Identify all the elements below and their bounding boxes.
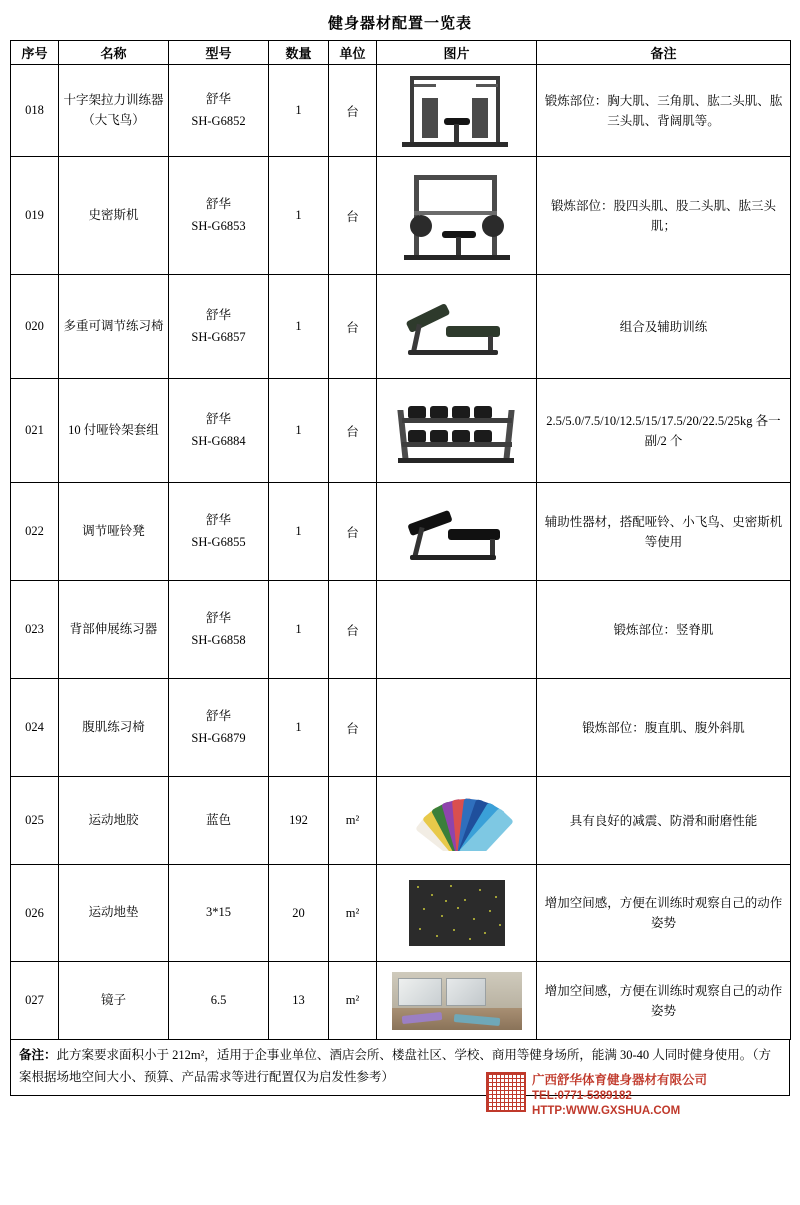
cell-index: 025 bbox=[11, 777, 59, 865]
table-row bbox=[11, 379, 791, 483]
cell-note: 锻炼部位：股四头肌、股二头肌、肱三头肌； bbox=[537, 157, 791, 275]
model-code: SH-G6857 bbox=[191, 329, 246, 344]
model-brand: 舒华 bbox=[205, 197, 231, 212]
cell-unit: m² bbox=[329, 777, 377, 865]
cell-note: 锻炼部位：竖脊肌 bbox=[537, 581, 791, 679]
cable-crossover-machine-image bbox=[392, 72, 522, 150]
cell-index: 023 bbox=[11, 581, 59, 679]
cell-index: 021 bbox=[11, 379, 59, 483]
mirror-wall-image bbox=[392, 972, 522, 1030]
table-row bbox=[11, 65, 791, 157]
model-brand: 舒华 bbox=[205, 308, 231, 323]
cell-name: 背部伸展练习器 bbox=[59, 581, 169, 679]
cell-qty: 1 bbox=[269, 65, 329, 157]
cell-name: 镜子 bbox=[59, 962, 169, 1040]
col-header-qty: 数量 bbox=[269, 41, 329, 65]
cell-unit: 台 bbox=[329, 483, 377, 581]
model-code: SH-G6879 bbox=[191, 730, 246, 745]
model-brand: 舒华 bbox=[205, 92, 231, 107]
table-row bbox=[11, 581, 791, 679]
model-brand: 舒华 bbox=[205, 412, 231, 427]
cell-unit: 台 bbox=[329, 275, 377, 379]
footer-note-text: 此方案要求面积小于 212m²，适用于企事业单位、酒店会所、楼盘社区、学校、商用等健身场所，能满 30-40 人同时健身使用。（方案根据场地空间大小、预算、产品需求等进行配置仅为启发性参考） bbox=[19, 1048, 772, 1084]
cell-image bbox=[377, 962, 537, 1040]
table-row bbox=[11, 483, 791, 581]
cell-name: 多重可调节练习椅 bbox=[59, 275, 169, 379]
cell-model bbox=[169, 65, 269, 157]
col-header-name: 名称 bbox=[59, 41, 169, 65]
table-row bbox=[11, 865, 791, 962]
model-code: SH-G6858 bbox=[191, 632, 246, 647]
model-brand: 舒华 bbox=[205, 611, 231, 626]
cell-name: 十字架拉力训练器（大飞鸟） bbox=[59, 65, 169, 157]
table-row bbox=[11, 157, 791, 275]
table-row bbox=[11, 777, 791, 865]
cell-qty: 20 bbox=[269, 865, 329, 962]
cell-unit: m² bbox=[329, 962, 377, 1040]
cell-model bbox=[169, 379, 269, 483]
cell-qty: 1 bbox=[269, 483, 329, 581]
model-code: SH-G6852 bbox=[191, 113, 246, 128]
cell-image bbox=[377, 157, 537, 275]
smith-machine-image bbox=[392, 171, 522, 261]
cell-image bbox=[377, 379, 537, 483]
cell-model: 6.5 bbox=[169, 962, 269, 1040]
equipment-table bbox=[10, 40, 791, 1040]
cell-index: 020 bbox=[11, 275, 59, 379]
stamp-tel: TEL:0771-5389182 bbox=[532, 1089, 632, 1102]
back-extension-machine-image bbox=[392, 595, 522, 665]
cell-image bbox=[377, 865, 537, 962]
table-row bbox=[11, 962, 791, 1040]
col-header-note: 备注 bbox=[537, 41, 791, 65]
cell-model bbox=[169, 483, 269, 581]
cell-name: 史密斯机 bbox=[59, 157, 169, 275]
cell-qty: 13 bbox=[269, 962, 329, 1040]
cell-model bbox=[169, 157, 269, 275]
model-brand: 舒华 bbox=[205, 513, 231, 528]
rubber-floor-mat-image bbox=[409, 880, 505, 946]
cell-unit: 台 bbox=[329, 157, 377, 275]
footer-note bbox=[10, 1040, 790, 1096]
dumbbell-rack-image bbox=[392, 396, 522, 466]
cell-note: 增加空间感，方便在训练时观察自己的动作姿势 bbox=[537, 962, 791, 1040]
cell-note: 2.5/5.0/7.5/10/12.5/15/17.5/20/22.5/25kg 各一副/2 个 bbox=[537, 379, 791, 483]
cell-qty: 192 bbox=[269, 777, 329, 865]
model-brand: 舒华 bbox=[205, 709, 231, 724]
cell-index: 019 bbox=[11, 157, 59, 275]
table-header-row bbox=[11, 41, 791, 65]
cell-qty: 1 bbox=[269, 275, 329, 379]
cell-name: 10 付哑铃架套组 bbox=[59, 379, 169, 483]
adjustable-bench-image bbox=[392, 296, 522, 358]
cell-index: 024 bbox=[11, 679, 59, 777]
cell-note: 锻炼部位：胸大肌、三角肌、肱二头肌、肱三头肌、背阔肌等。 bbox=[537, 65, 791, 157]
cell-index: 018 bbox=[11, 65, 59, 157]
cell-image bbox=[377, 275, 537, 379]
cell-qty: 1 bbox=[269, 379, 329, 483]
cell-note: 增加空间感，方便在训练时观察自己的动作姿势 bbox=[537, 865, 791, 962]
col-header-model: 型号 bbox=[169, 41, 269, 65]
cell-unit: 台 bbox=[329, 679, 377, 777]
cell-model bbox=[169, 679, 269, 777]
table-row bbox=[11, 275, 791, 379]
adjustable-dumbbell-bench-image bbox=[392, 501, 522, 563]
cell-note: 锻炼部位：腹直肌、腹外斜肌 bbox=[537, 679, 791, 777]
cell-image bbox=[377, 483, 537, 581]
model-code: SH-G6853 bbox=[191, 218, 246, 233]
cell-note: 辅助性器材，搭配哑铃、小飞鸟、史密斯机等使用 bbox=[537, 483, 791, 581]
model-code: SH-G6855 bbox=[191, 534, 246, 549]
footer-note-label: 备注： bbox=[19, 1048, 57, 1062]
ab-bench-image bbox=[392, 695, 522, 761]
cell-qty: 1 bbox=[269, 581, 329, 679]
cell-name: 调节哑铃凳 bbox=[59, 483, 169, 581]
table-row bbox=[11, 679, 791, 777]
cell-image bbox=[377, 679, 537, 777]
cell-name: 腹肌练习椅 bbox=[59, 679, 169, 777]
cell-name: 运动地胶 bbox=[59, 777, 169, 865]
col-header-index: 序号 bbox=[11, 41, 59, 65]
cell-image bbox=[377, 581, 537, 679]
cell-model: 蓝色 bbox=[169, 777, 269, 865]
cell-unit: 台 bbox=[329, 581, 377, 679]
cell-qty: 1 bbox=[269, 679, 329, 777]
cell-model bbox=[169, 581, 269, 679]
cell-unit: 台 bbox=[329, 65, 377, 157]
col-header-unit: 单位 bbox=[329, 41, 377, 65]
cell-note: 具有良好的减震、防滑和耐磨性能 bbox=[537, 777, 791, 865]
cell-model: 3*15 bbox=[169, 865, 269, 962]
page-title: 健身器材配置一览表 bbox=[327, 16, 472, 32]
cell-index: 027 bbox=[11, 962, 59, 1040]
col-header-image: 图片 bbox=[377, 41, 537, 65]
cell-image bbox=[377, 777, 537, 865]
cell-qty: 1 bbox=[269, 157, 329, 275]
stamp-website: HTTP:WWW.GXSHUA.COM bbox=[532, 1104, 681, 1117]
cell-unit: m² bbox=[329, 865, 377, 962]
cell-note: 组合及辅助训练 bbox=[537, 275, 791, 379]
model-code: SH-G6884 bbox=[191, 433, 246, 448]
cell-unit: 台 bbox=[329, 379, 377, 483]
cell-index: 026 bbox=[11, 865, 59, 962]
cell-model bbox=[169, 275, 269, 379]
stamp-company: 广西舒华体育健身器材有限公司 bbox=[532, 1073, 708, 1088]
cell-name: 运动地垫 bbox=[59, 865, 169, 962]
sports-flooring-rolls-image bbox=[392, 791, 522, 851]
cell-image bbox=[377, 65, 537, 157]
cell-index: 022 bbox=[11, 483, 59, 581]
